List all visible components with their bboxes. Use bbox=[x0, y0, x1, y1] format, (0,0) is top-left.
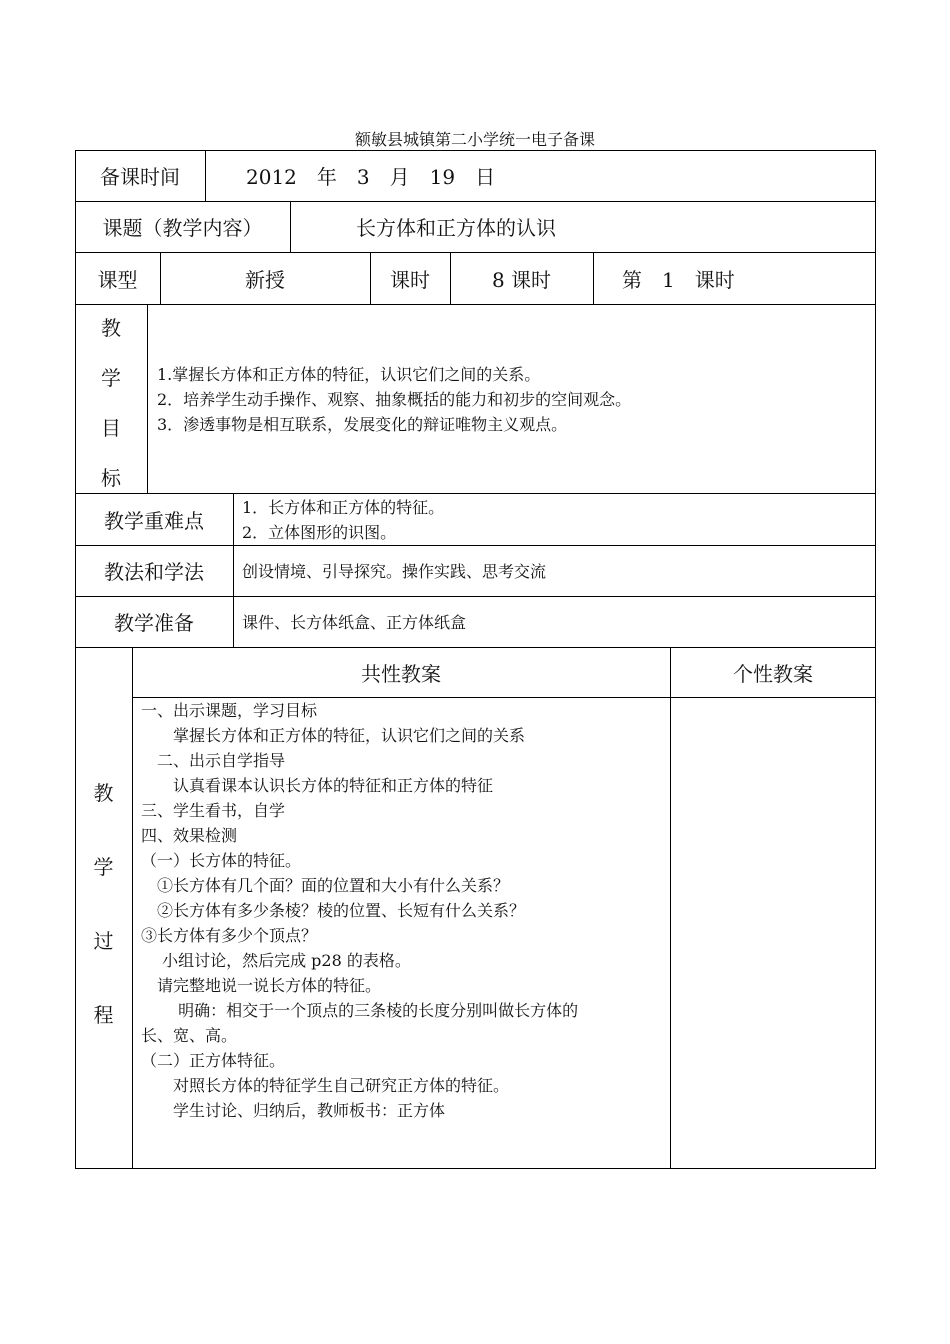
process-label-char: 学 bbox=[93, 855, 114, 879]
process-line: ①长方体有几个面？面的位置和大小有什么关系？ bbox=[141, 876, 510, 895]
col-divider bbox=[147, 304, 148, 493]
process-line: 认真看课本认识长方体的特征和正方体的特征 bbox=[141, 776, 494, 795]
col-divider bbox=[593, 252, 594, 304]
goals-label-char: 教 bbox=[101, 316, 121, 340]
page-header: 额敏县城镇第二小学统一电子备课 bbox=[354, 130, 595, 149]
process-line: 明确：相交于一个顶点的三条棱的长度分别叫做长方体的 bbox=[141, 1001, 579, 1020]
col-divider bbox=[205, 150, 206, 201]
goals-label-char: 学 bbox=[101, 366, 121, 390]
personal-plan-header: 个性教案 bbox=[733, 661, 813, 686]
goal-item: 2．培养学生动手操作、观察、抽象概括的能力和初步的空间观念。 bbox=[157, 390, 632, 409]
goals-list bbox=[157, 362, 867, 437]
process-label-char: 教 bbox=[93, 781, 114, 805]
row-divider bbox=[75, 304, 876, 305]
common-plan-content bbox=[141, 698, 669, 1123]
prep-value: 课件、长方体纸盒、正方体纸盒 bbox=[242, 613, 467, 632]
hours-label: 课时 bbox=[390, 267, 430, 292]
process-label-char: 程 bbox=[93, 1003, 114, 1027]
process-line: 请完整地说一说长方体的特征。 bbox=[141, 976, 382, 995]
col-divider bbox=[132, 647, 133, 1169]
process-line: 三、学生看书，自学 bbox=[141, 801, 286, 820]
process-line: 掌握长方体和正方体的特征，认识它们之间的关系 bbox=[141, 726, 526, 745]
topic-label: 课题（教学内容） bbox=[102, 216, 263, 240]
lesson-type-label: 课型 bbox=[97, 267, 138, 292]
process-line: ③长方体有多少个顶点？ bbox=[141, 926, 318, 945]
methods-value: 创设情境、引导探究。操作实践、思考交流 bbox=[242, 562, 547, 581]
process-line: 小组讨论，然后完成 p28 的表格。 bbox=[141, 951, 411, 970]
date-value: 2012 年 3 月 19 日 bbox=[246, 165, 496, 189]
process-line: 二、出示自学指导 bbox=[141, 751, 286, 770]
date-label: 备课时间 bbox=[100, 165, 180, 189]
goal-item: 1.掌握长方体和正方体的特征，认识它们之间的关系。 bbox=[157, 365, 541, 384]
col-divider bbox=[233, 493, 234, 647]
topic-value: 长方体和正方体的认识 bbox=[356, 216, 556, 240]
prep-label: 教学准备 bbox=[114, 611, 194, 635]
process-label bbox=[75, 777, 132, 1073]
process-line: 一、出示课题，学习目标 bbox=[141, 701, 318, 720]
key-points-label: 教学重难点 bbox=[104, 508, 204, 533]
process-label-char: 过 bbox=[93, 929, 114, 953]
process-line: 长、宽、高。 bbox=[141, 1026, 238, 1045]
process-line: （二）正方体特征。 bbox=[141, 1051, 286, 1070]
process-line: 四、效果检测 bbox=[141, 826, 238, 845]
process-line: 学生讨论、归纳后，教师板书：正方体 bbox=[141, 1101, 446, 1120]
hours-value: 8 课时 bbox=[491, 267, 552, 292]
process-line: （一）长方体的特征。 bbox=[141, 851, 302, 870]
goals-label-char: 标 bbox=[101, 466, 121, 490]
key-point-item: 2．立体图形的识图。 bbox=[242, 523, 397, 542]
process-line: ②长方体有多少条棱？棱的位置、长短有什么关系？ bbox=[141, 901, 526, 920]
common-plan-header: 共性教案 bbox=[361, 661, 441, 686]
col-divider bbox=[290, 201, 291, 252]
goals-label-char: 目 bbox=[101, 416, 121, 440]
methods-label: 教法和学法 bbox=[104, 560, 204, 584]
goal-item: 3．渗透事物是相互联系，发展变化的辩证唯物主义观点。 bbox=[157, 415, 568, 434]
key-point-item: 1．长方体和正方体的特征。 bbox=[242, 498, 445, 517]
goals-label bbox=[75, 312, 147, 512]
key-points-list bbox=[242, 495, 862, 545]
process-line: 对照长方体的特征学生自己研究正方体的特征。 bbox=[141, 1076, 510, 1095]
lesson-number: 第 1 课时 bbox=[622, 267, 735, 292]
col-divider bbox=[670, 647, 671, 1169]
lesson-type-value: 新授 bbox=[245, 267, 285, 292]
